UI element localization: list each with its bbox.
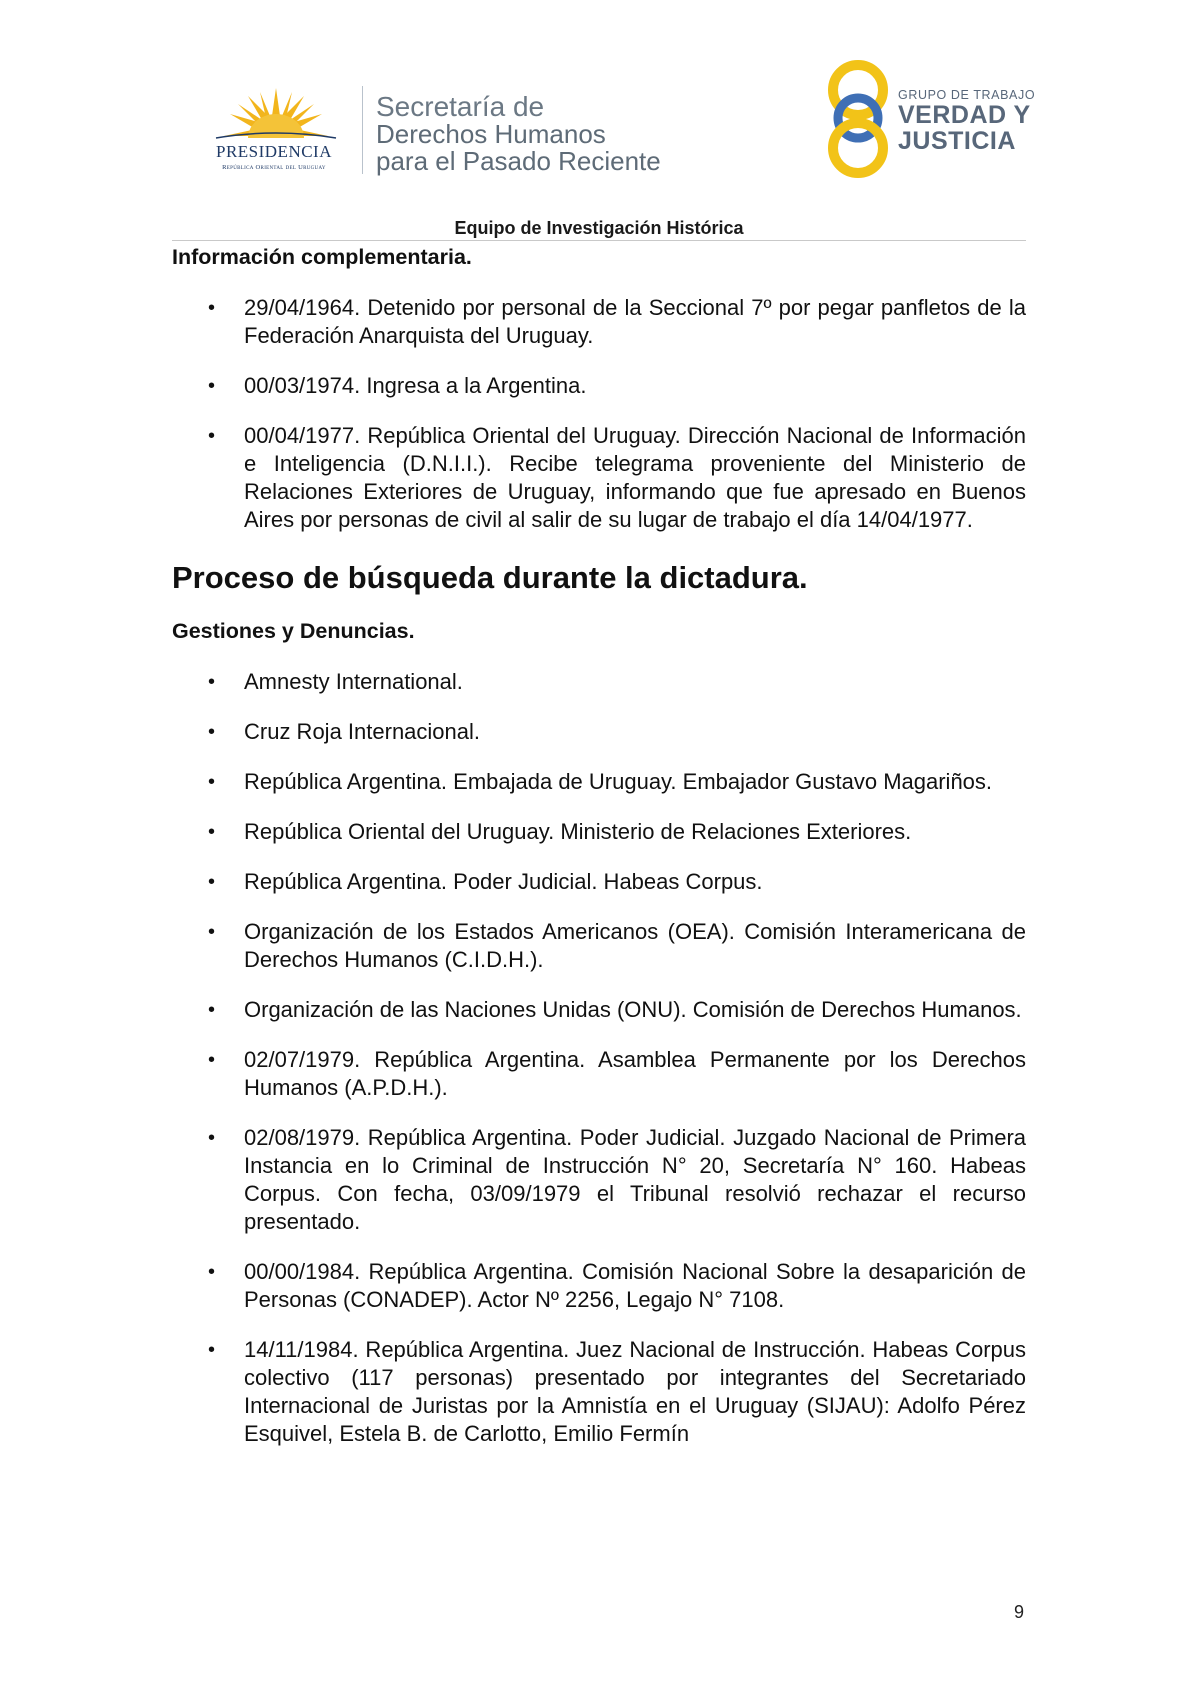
bullet: •: [208, 871, 216, 893]
bullet: •: [208, 425, 216, 447]
presidencia-subtitle: República Oriental del Uruguay: [222, 164, 326, 171]
info-list: [172, 294, 1026, 534]
list-item-text: Organización de las Naciones Unidas (ONU). Comisión de Derechos Humanos.: [244, 997, 1022, 1022]
bullet: •: [208, 375, 216, 397]
bullet: •: [208, 771, 216, 793]
bullet: •: [208, 671, 216, 693]
secretaria-line-2: Derechos Humanos: [376, 119, 606, 149]
list-item: [172, 996, 1026, 1024]
secretaria-line-3: para el Pasado Reciente: [376, 146, 661, 176]
document-body: [172, 242, 1026, 1448]
bullet: •: [208, 921, 216, 943]
vyj-line-1: VERDAD Y: [898, 101, 1031, 129]
list-item-text: 14/11/1984. República Argentina. Juez Nacional de Instrucción. Habeas Corpus colectivo (117 personas) presentado por integrantes del Secretariado Internacional de Juristas por la Amnistía en el Uruguay (SIJAU): Adolfo Pérez Esquivel, Estela B. de Carlotto, Emilio Fermín: [244, 1337, 1026, 1446]
list-item: [172, 1336, 1026, 1448]
list-item: [172, 372, 1026, 400]
logo-divider: [362, 86, 363, 174]
team-title: Equipo de Investigación Histórica: [454, 218, 744, 238]
list-item-text: República Oriental del Uruguay. Ministerio de Relaciones Exteriores.: [244, 819, 912, 844]
section-title-proceso: Proceso de búsqueda durante la dictadura.: [172, 560, 808, 595]
presidencia-wordmark: PRESIDENCIA: [215, 142, 332, 161]
bullet: •: [208, 821, 216, 843]
bullet: •: [208, 999, 216, 1021]
list-item-text: 02/07/1979. República Argentina. Asamblea Permanente por los Derechos Humanos (A.P.D.H.).: [244, 1047, 1026, 1100]
subsection-title-gestiones: Gestiones y Denuncias.: [172, 619, 415, 643]
bullet: •: [208, 721, 216, 743]
vyj-line-2: JUSTICIA: [898, 127, 1016, 155]
verdad-justicia-wordmark: [898, 88, 1035, 154]
bullet: •: [208, 297, 216, 319]
list-item-text: 02/08/1979. República Argentina. Poder Judicial. Juzgado Nacional de Primera Instancia en lo Criminal de Instrucción N° 20, Secretaría N° 160. Habeas Corpus. Con fecha, 03/09/1979 el Tribunal resolvió rechazar el recurso presentado.: [244, 1125, 1026, 1234]
list-item: [172, 818, 1026, 846]
list-item: [172, 1258, 1026, 1314]
secretaria-line-1: Secretaría de: [376, 91, 545, 122]
list-item: [172, 868, 1026, 896]
bullet: •: [208, 1049, 216, 1071]
page-number: 9: [1014, 1602, 1025, 1622]
list-item-text: Cruz Roja Internacional.: [244, 719, 481, 744]
list-item: [172, 918, 1026, 974]
list-item-text: 00/04/1977. República Oriental del Uruguay. Dirección Nacional de Información e Inteligencia (D.N.I.I.). Recibe telegrama proveniente del Ministerio de Relaciones Exteriores de Uruguay, informando que fue apresado en Buenos Aires por personas de civil al salir de su lugar de trabajo el día 14/04/1977.: [244, 423, 1026, 532]
presidencia-sun-logo: [196, 78, 356, 178]
list-item-text: 00/03/1974. Ingresa a la Argentina.: [244, 373, 587, 398]
list-item-text: 29/04/1964. Detenido por personal de la Seccional 7º por pegar panfletos de la Federación Anarquista del Uruguay.: [244, 295, 1026, 348]
header-rule: [172, 240, 1026, 241]
list-item-text: República Argentina. Poder Judicial. Habeas Corpus.: [244, 869, 763, 894]
section-title-informacion: Información complementaria.: [172, 245, 472, 269]
secretaria-wordmark: [376, 92, 661, 175]
list-item: [172, 1046, 1026, 1102]
list-item: [172, 718, 1026, 746]
list-item: [172, 294, 1026, 350]
vyj-small-caption: GRUPO DE TRABAJO: [898, 88, 1036, 102]
gestiones-list: [172, 668, 1026, 1448]
bullet: •: [208, 1261, 216, 1283]
bullet: •: [208, 1127, 216, 1149]
list-item-text: República Argentina. Embajada de Uruguay. Embajador Gustavo Magariños.: [244, 769, 993, 794]
list-item-text: Organización de los Estados Americanos (OEA). Comisión Interamericana de Derechos Humanos (C.I.D.H.).: [244, 919, 1026, 972]
list-item: [172, 422, 1026, 534]
bullet: •: [208, 1339, 216, 1361]
list-item: [172, 768, 1026, 796]
list-item: [172, 1124, 1026, 1236]
list-item-text: Amnesty International.: [244, 669, 463, 694]
verdad-justicia-rings-logo: [818, 56, 898, 180]
list-item: [172, 668, 1026, 696]
list-item-text: 00/00/1984. República Argentina. Comisión Nacional Sobre la desaparición de Personas (CONADEP). Actor Nº 2256, Legajo N° 7108.: [244, 1259, 1026, 1312]
